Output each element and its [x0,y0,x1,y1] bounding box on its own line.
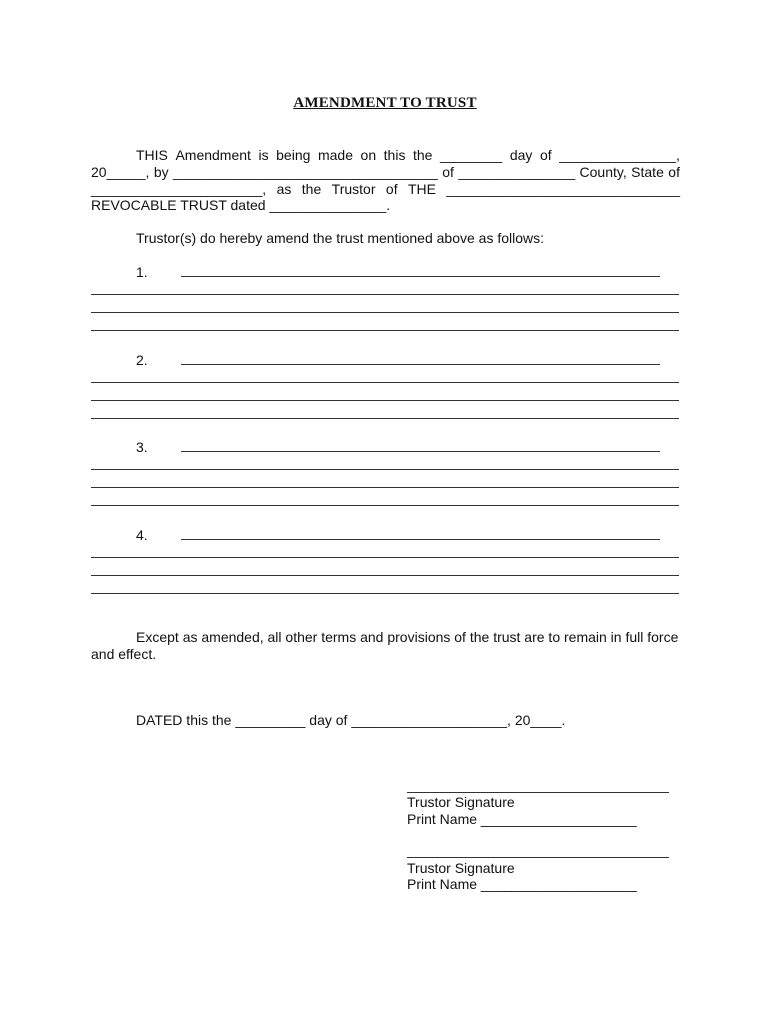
signature-label: Trustor Signature [407,860,515,876]
item-2-line[interactable] [91,382,679,383]
item-2-line[interactable] [91,418,679,419]
intro-word: being [276,147,311,163]
item-number: 1. [136,264,148,280]
item-2-first-line[interactable] [181,364,660,365]
item-2-line[interactable] [91,400,679,401]
except-clause-line-2: and effect. [91,646,157,662]
item-number: 3. [136,439,148,455]
intro-word: on [360,147,377,163]
trust-name-blank[interactable]: ______________________________ [446,181,680,197]
item-4-line[interactable] [91,593,679,594]
trustor-name-blank[interactable]: __________________________________ [173,164,438,180]
intro-word: this [383,147,406,163]
intro-word: is [258,147,269,163]
intro-word: THIS [136,147,168,163]
intro-word: Trustor [331,181,376,197]
item-4-line[interactable] [91,575,679,576]
intro-line-3 [91,181,680,198]
intro-word: of [539,147,552,163]
item-3-line[interactable] [91,505,679,506]
except-clause-line-1: Except as amended, all other terms and provisions of the trust are to remain in full force [136,629,679,645]
intro-word: the [301,181,322,197]
item-1-line[interactable] [91,294,679,295]
intro-word: Amendment [175,147,251,163]
intro-word: County, [579,164,627,180]
intro-word: of [668,164,680,180]
item-3-line[interactable] [91,469,679,470]
dated-line[interactable]: DATED this the _________ day of ____________________, 20____. [136,712,566,728]
page-title: AMENDMENT TO TRUST [293,95,477,111]
intro-line-2 [91,164,680,181]
intro-word: of [385,181,398,197]
item-1-line[interactable] [91,330,679,331]
state-blank[interactable]: ______________________, [91,181,267,197]
signature-line[interactable] [407,792,669,793]
item-4-line[interactable] [91,557,679,558]
item-number: 4. [136,527,148,543]
print-name-field[interactable]: Print Name ____________________ [407,811,637,827]
intro-word: made [317,147,353,163]
county-blank[interactable]: _______________ [458,164,576,180]
item-3-first-line[interactable] [181,451,660,452]
year-blank[interactable]: 20_____, [91,164,150,180]
intro-word: day [509,147,533,163]
amend-statement: Trustor(s) do hereby amend the trust mentioned above as follows: [136,230,545,246]
intro-word: State [631,164,664,180]
month-blank[interactable]: _______________, [559,147,680,163]
intro-word: of [442,164,454,180]
intro-line-4: REVOCABLE TRUST dated _______________. [91,197,391,213]
item-3-line[interactable] [91,487,679,488]
item-1-first-line[interactable] [181,276,660,277]
intro-word: by [153,164,169,180]
item-1-line[interactable] [91,312,679,313]
day-blank[interactable]: ________ [440,147,503,163]
item-4-first-line[interactable] [181,539,660,540]
item-number: 2. [136,352,148,368]
intro-word: as [276,181,292,197]
signature-label: Trustor Signature [407,794,515,810]
signature-line[interactable] [407,857,669,858]
print-name-field[interactable]: Print Name ____________________ [407,876,637,892]
intro-word: the [413,147,433,163]
intro-word: THE [408,181,436,197]
intro-line-1 [136,147,680,164]
